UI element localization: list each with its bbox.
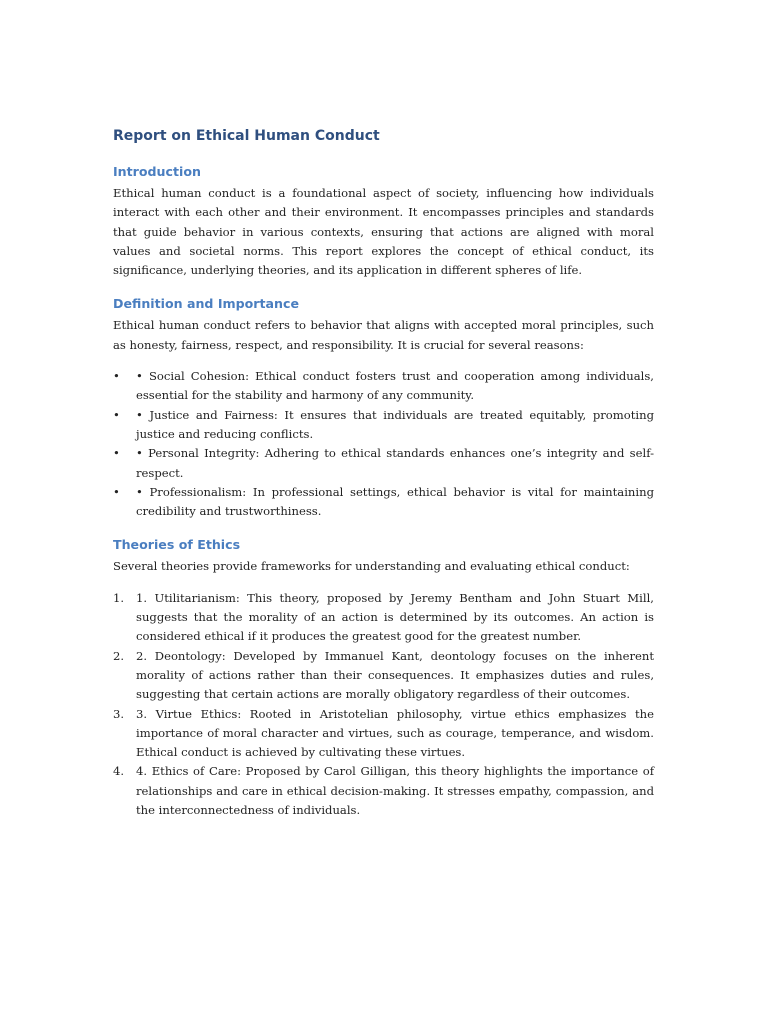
theories-section [113,536,654,820]
bullet-marker: • [113,446,120,461]
introduction-heading: Introduction [113,164,201,179]
list-item [113,762,654,820]
list-item [113,647,654,705]
bullet-marker: • [113,369,120,384]
list-item-text: 3. Virtue Ethics: Rooted in Aristotelian philosophy, virtue ethics emphasizes the importance of moral character and virtues, such as courage, temperance, and wisdom. Ethical conduct is achieved by cultivating these virtues. [136,706,654,760]
theories-numbered-list [113,589,654,821]
bullet-marker: • [113,484,120,499]
document-page [113,126,654,820]
introduction-section [113,163,654,280]
list-item-text: 2. Deontology: Developed by Immanuel Kant, deontology focuses on the inherent morality of actions rather than their consequences. It emphasizes duties and rules, suggesting that certain actions are morally obligatory regardless of their outcomes. [136,648,654,702]
list-item [113,705,654,763]
definition-heading: Definition and Importance [113,296,299,312]
list-item-text: • Professionalism: In professional settings, ethical behavior is vital for maintaining credibility and trustworthiness. [136,484,654,519]
bullet-marker: • [113,407,120,422]
importance-bullet-list [113,367,654,521]
definition-section [113,295,654,521]
theories-heading: Theories of Ethics [113,537,241,553]
number-marker: 4. [113,764,125,779]
list-item [113,444,654,483]
list-item [113,367,654,406]
number-marker: 3. [113,706,125,721]
introduction-paragraph: Ethical human conduct is a foundational aspect of society, influencing how individuals interact with each other and their environment. It encompasses principles and standards that guide behavior in various contexts, ensuring that actions are aligned with moral values and societal norms. This report explores the concept of ethical conduct, its significance, underlying theories, and its application in different spheres of life. [113,186,654,278]
list-item-text: 1. Utilitarianism: This theory, proposed by Jeremy Bentham and John Stuart Mill, suggests that the morality of an action is determined by its outcomes. An action is considered ethical if it produces the greatest good for the greatest number. [136,590,654,644]
number-marker: 1. [113,590,125,605]
list-item [113,483,654,522]
list-item [113,406,654,445]
list-item-text: 4. Ethics of Care: Proposed by Carol Gilligan, this theory highlights the importance of relationships and care in ethical decision-making. It stresses empathy, compassion, and the interconnectedness of individuals. [136,764,654,818]
list-item-text: • Personal Integrity: Adhering to ethical standards enhances one’s integrity and self-respect. [136,446,654,480]
definition-paragraph: Ethical human conduct refers to behavior that aligns with accepted moral principles, such as honesty, fairness, respect, and responsibility. It is crucial for several reasons: [113,318,654,352]
theories-paragraph: Several theories provide frameworks for understanding and evaluating ethical conduct: [113,559,630,574]
number-marker: 2. [113,648,125,663]
list-item-text: • Justice and Fairness: It ensures that individuals are treated equitably, promoting justice and reducing conflicts. [136,407,654,441]
list-item-text: • Social Cohesion: Ethical conduct fosters trust and cooperation among individuals, essential for the stability and harmony of any community. [136,369,654,403]
document-title: Report on Ethical Human Conduct [113,128,380,144]
list-item [113,589,654,647]
